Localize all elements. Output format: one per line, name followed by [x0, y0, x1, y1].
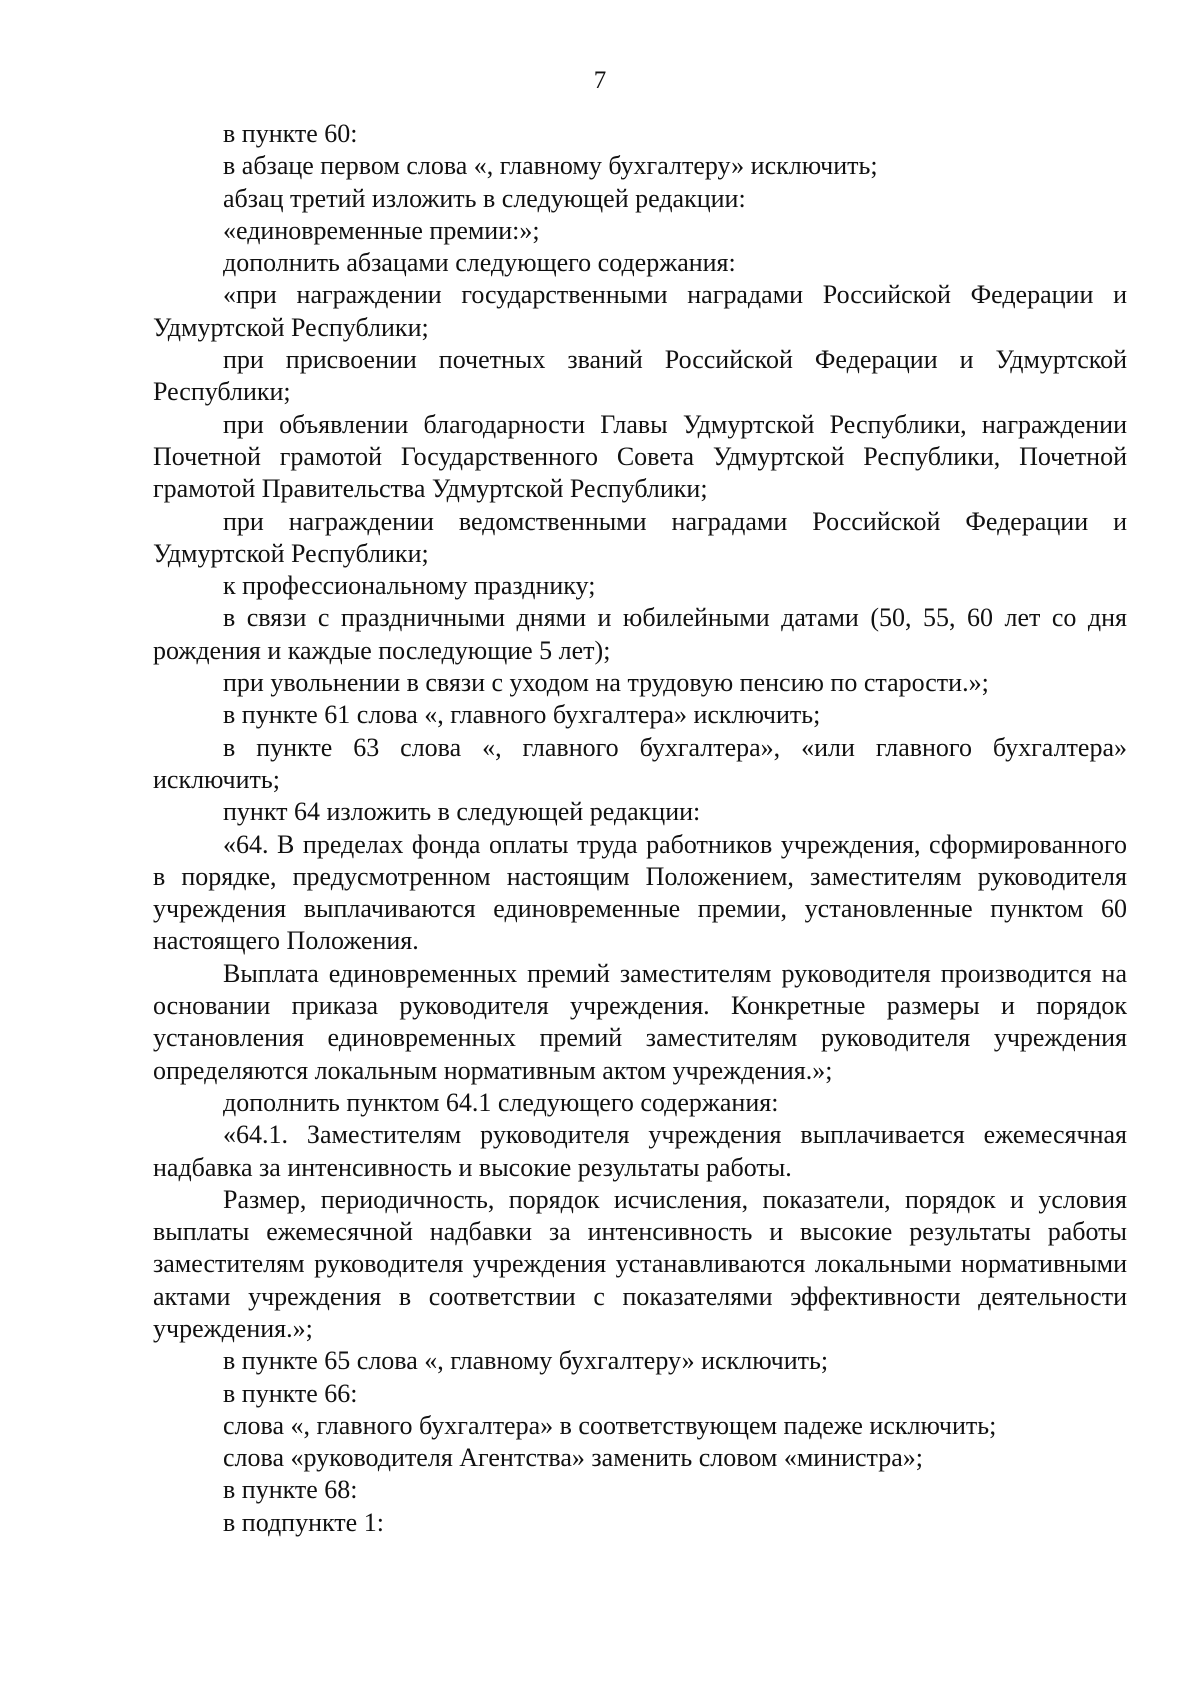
paragraph: абзац третий изложить в следующей редакции:	[223, 183, 746, 213]
paragraph: к профессиональному празднику;	[223, 571, 596, 601]
paragraph: дополнить абзацами следующего содержания:	[223, 248, 736, 278]
paragraph: в пункте 60:	[223, 119, 358, 148]
paragraph: «64. В пределах фонда оплаты труда работников учреждения, сформированного в порядке, предусмотренном настоящим Положением, заместителям руководителя учреждения выплачиваются единовременные премии, установленные пунктом 60 настоящего Положения.	[153, 829, 1127, 956]
paragraph: в пункте 68:	[223, 1475, 358, 1505]
paragraph: «единовременные премии:»;	[223, 215, 540, 245]
paragraph: слова «, главного бухгалтера» в соответствующем падеже исключить;	[223, 1410, 997, 1440]
paragraph: пункт 64 изложить в следующей редакции:	[223, 797, 701, 827]
paragraph: «при награждении государственными наградами Российской Федерации и Удмуртской Республики;	[153, 280, 1127, 342]
paragraph: «64.1. Заместителям руководителя учреждения выплачивается ежемесячная надбавка за интенсивность и высокие результаты работы.	[153, 1120, 1127, 1182]
paragraph: в пункте 63 слова «, главного бухгалтера», «или главного бухгалтера» исключить;	[153, 732, 1127, 794]
paragraph: слова «руководителя Агентства» заменить словом «министра»;	[223, 1443, 923, 1473]
paragraph: Выплата единовременных премий заместителям руководителя производится на основании приказа руководителя учреждения. Конкретные размеры и порядок установления единовременных премий заместителям руководителя учреждения определяются локальным нормативным актом учреждения.»;	[153, 958, 1127, 1085]
paragraph: при присвоении почетных званий Российской Федерации и Удмуртской Республики;	[153, 345, 1127, 407]
paragraph: в подпункте 1:	[223, 1507, 384, 1537]
paragraph: в связи с праздничными днями и юбилейными датами (50, 55, 60 лет со дня рождения и каждые последующие 5 лет);	[153, 603, 1127, 665]
paragraph: в пункте 61 слова «, главного бухгалтера» исключить;	[223, 700, 821, 730]
paragraph: в абзаце первом слова «, главному бухгалтеру» исключить;	[223, 151, 878, 181]
paragraph: Размер, периодичность, порядок исчисления, показатели, порядок и условия выплаты ежемесячной надбавки за интенсивность и высокие результаты работы заместителям руководителя учреждения устанавливаются локальными нормативными актами учреждения в соответствии с показателями эффективности деятельности учреждения.»;	[153, 1184, 1127, 1343]
paragraph: при увольнении в связи с уходом на трудовую пенсию по старости.»;	[223, 668, 989, 698]
paragraph: при награждении ведомственными наградами Российской Федерации и Удмуртской Республики;	[153, 506, 1127, 568]
document-body	[153, 118, 1127, 1539]
paragraph: в пункте 65 слова «, главному бухгалтеру» исключить;	[223, 1346, 829, 1376]
page-number: 7	[593, 67, 607, 94]
paragraph: дополнить пунктом 64.1 следующего содержания:	[223, 1087, 779, 1117]
paragraph: в пункте 66:	[223, 1378, 358, 1408]
paragraph: при объявлении благодарности Главы Удмуртской Республики, награждении Почетной грамотой Государственного Совета Удмуртской Республики, Почетной грамотой Правительства Удмуртской Республики;	[153, 409, 1127, 504]
